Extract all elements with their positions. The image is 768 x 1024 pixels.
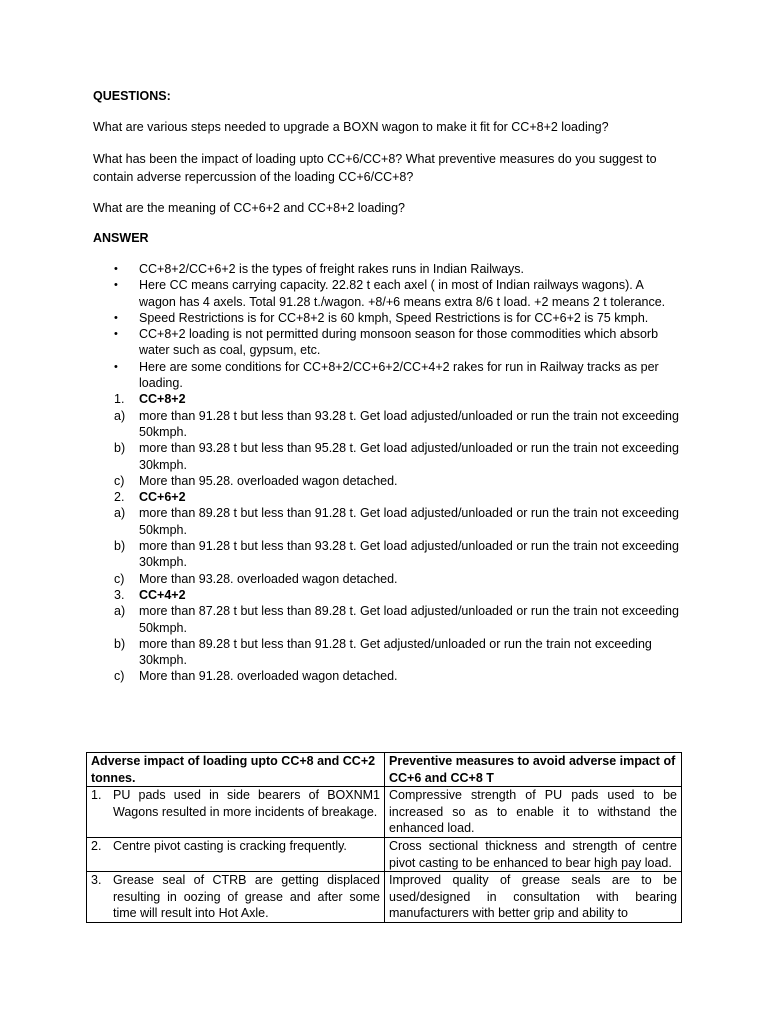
list-item: • CC+8+2 loading is not permitted during monsoon season for those commodities which absorb water such as coal, gypsum, etc. [114, 327, 659, 358]
table-cell-measure: Improved quality of grease seals are to be used/designed in consultation with bearing manufacturers with better grip and ability to [385, 872, 682, 923]
list-item: 1. CC+8+2 [114, 392, 186, 407]
table-header-row [87, 753, 682, 787]
table-cell-impact: 1. PU pads used in side bearers of BOXNM1 Wagons resulted in more incidents of breakage. [87, 787, 385, 838]
table-row [87, 837, 682, 871]
question-2: What has been the impact of loading upto CC+6/CC+8? What preventive measures do you suggest to contain adverse repercussion of the loading CC+6/CC+8? [93, 152, 657, 184]
table-cell-measure: Compressive strength of PU pads used to be increased so as to enable it to withstand the enhanced load. [385, 787, 682, 838]
list-item: • CC+8+2/CC+6+2 is the types of freight rakes runs in Indian Railways. [114, 262, 524, 276]
list-item: c) More than 95.28. overloaded wagon detached. [114, 473, 398, 488]
list-item: c) More than 91.28. overloaded wagon detached. [114, 669, 398, 684]
table-row [87, 872, 682, 923]
table-row [87, 787, 682, 838]
table-cell-impact: 3. Grease seal of CTRB are getting displaced resulting in oozing of grease and after some time will result into Hot Axle. [87, 872, 385, 923]
list-item: b) more than 91.28 t but less than 93.28 t. Get load adjusted/unloaded or run the train not exceeding 30kmph. [114, 539, 679, 570]
table-header-measures: Preventive measures to avoid adverse impact of CC+6 and CC+8 T [385, 753, 682, 787]
table-cell-measure: Cross sectional thickness and strength of centre pivot casting to be enhanced to bear high pay load. [385, 837, 682, 871]
list-item: • Speed Restrictions is for CC+8+2 is 60 kmph, Speed Restrictions is for CC+6+2 is 75 kmph. [114, 310, 649, 325]
list-item: • Here CC means carrying capacity. 22.82 t each axel ( in most of Indian railways wagons). A wagon has 4 axels. Total 91.28 t./wagon. +8/+6 means extra 8/6 t load. +2 means 2 t tolerance. [114, 278, 666, 309]
list-item: 2. CC+6+2 [114, 490, 186, 505]
table-header-impact: Adverse impact of loading upto CC+8 and CC+2 tonnes. [87, 753, 385, 787]
list-item: a) more than 91.28 t but less than 93.28 t. Get load adjusted/unloaded or run the train not exceeding 50kmph. [114, 408, 679, 439]
question-1: What are various steps needed to upgrade a BOXN wagon to make it fit for CC+8+2 loading? [93, 120, 609, 134]
list-item: • Here are some conditions for CC+8+2/CC+6+2/CC+4+2 rakes for run in Railway tracks as per loading. [114, 359, 659, 391]
question-3: What are the meaning of CC+6+2 and CC+8+2 loading? [93, 201, 406, 215]
list-item: b) more than 89.28 t but less than 91.28 t. Get adjusted/unloaded or run the train not exceeding 30kmph. [114, 636, 652, 668]
answer-heading: ANSWER [93, 231, 149, 245]
answer-list [93, 261, 683, 685]
impact-measures-table [86, 752, 682, 923]
table-cell-impact: 2. Centre pivot casting is cracking frequently. [87, 837, 385, 871]
list-item: 3. CC+4+2 [114, 587, 186, 602]
list-item: c) More than 93.28. overloaded wagon detached. [114, 571, 398, 586]
list-item: a) more than 87.28 t but less than 89.28 t. Get load adjusted/unloaded or run the train not exceeding 50kmph. [114, 604, 679, 635]
list-item: b) more than 93.28 t but less than 95.28 t. Get load adjusted/unloaded or run the train not exceeding 30kmph. [114, 441, 679, 472]
list-item: a) more than 89.28 t but less than 91.28 t. Get load adjusted/unloaded or run the train not exceeding 50kmph. [114, 506, 679, 537]
questions-heading: QUESTIONS: [93, 89, 171, 103]
